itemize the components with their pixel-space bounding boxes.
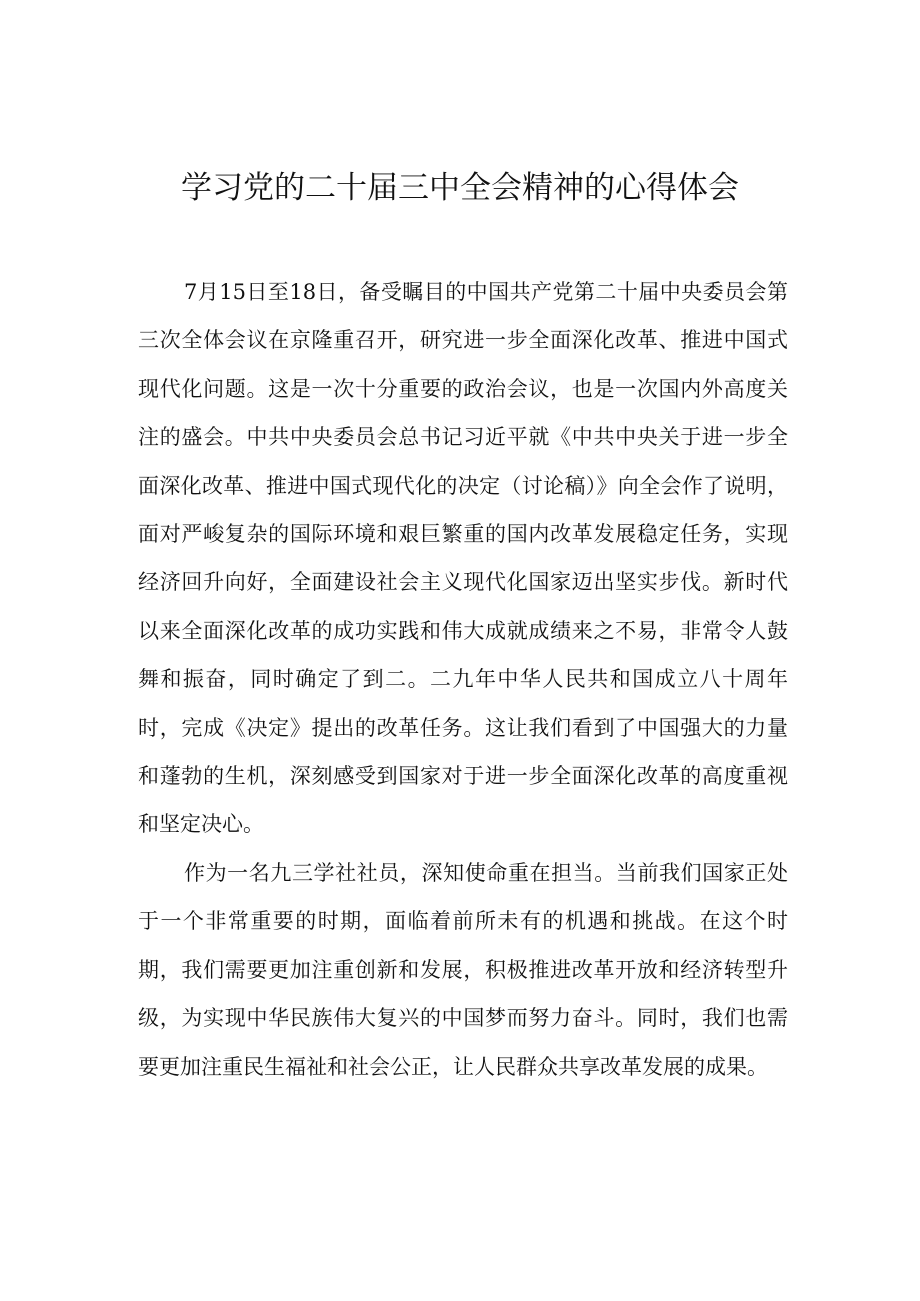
paragraph-2: 作为一名九三学社社员，深知使命重在担当。当前我们国家正处于一个非常重要的时期，面临着前所未有的机遇和挑战。在这个时期，我们需要更加注重创新和发展，积极推进改革开放和经济转型升级，为实现中华民族伟大复兴的中国梦而努力奋斗。同时，我们也需要更加注重民生福祉和社会公正，让人民群众共享改革发展的成果。	[138, 860, 788, 1079]
document-body	[138, 268, 788, 1091]
document-title: 学习党的二十届三中全会精神的心得体会	[181, 170, 739, 206]
paragraph-1: 7月15日至18日，备受瞩目的中国共产党第二十届中央委员会第三次全体会议在京隆重召开，研究进一步全面深化改革、推进中国式现代化问题。这是一次十分重要的政治会议，也是一次国内外高度关注的盛会。中共中央委员会总书记习近平就《中共中央关于进一步全面深化改革、推进中国式现代化的决定（讨论稿）》向全会作了说明，面对严峻复杂的国际环境和艰巨繁重的国内改革发展稳定任务，实现经济回升向好，全面建设社会主义现代化国家迈出坚实步伐。新时代以来全面深化改革的成功实践和伟大成就成绩来之不易，非常令人鼓舞和振奋，同时确定了到二。二九年中华人民共和国成立八十周年时，完成《决定》提出的改革任务。这让我们看到了中国强大的力量和蓬勃的生机，深刻感受到国家对于进一步全面深化改革的高度重视和坚定决心。	[138, 280, 788, 837]
